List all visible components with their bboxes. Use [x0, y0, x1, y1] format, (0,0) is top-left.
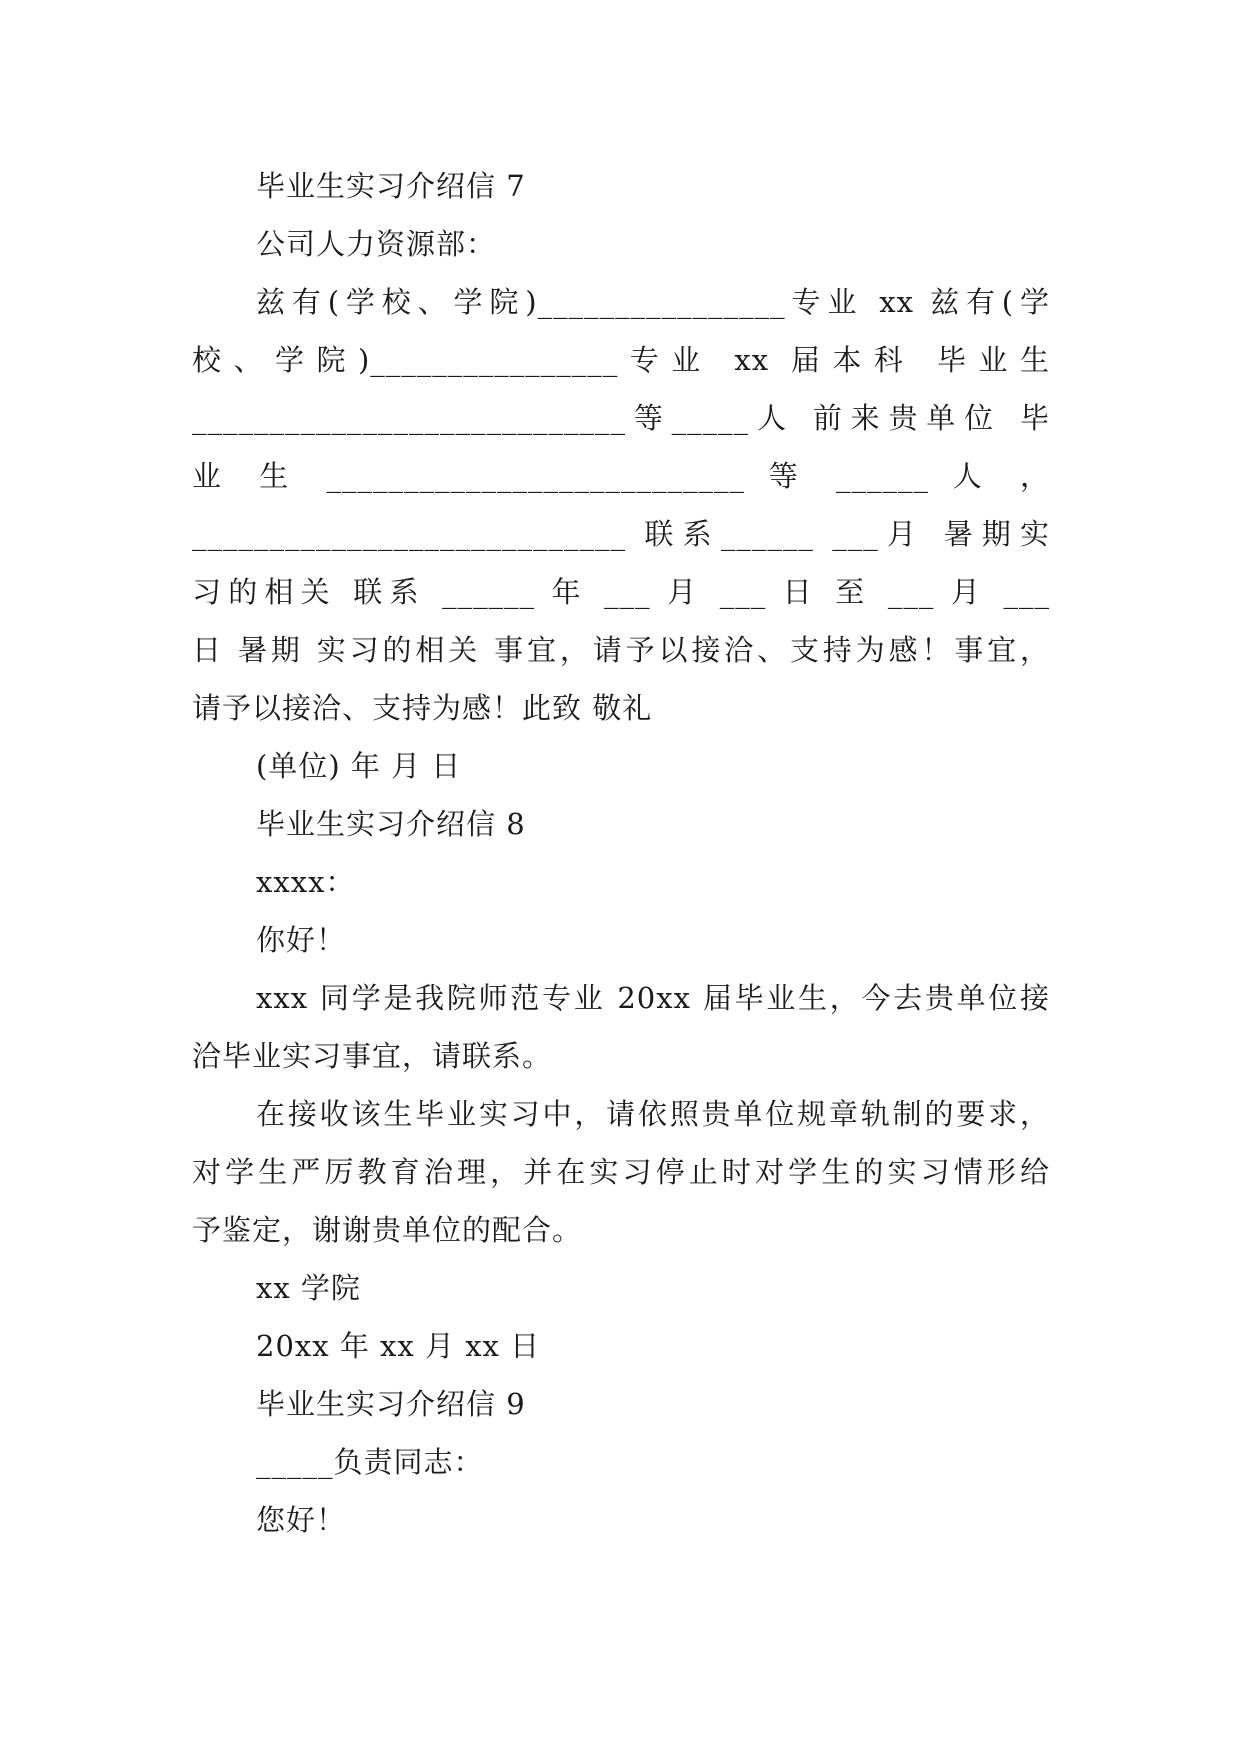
- letter-8-body-line-1: xxx 同学是我院师范专业 20xx 届毕业生，今去贵单位接: [256, 981, 1050, 1015]
- letter-7-body-line-2: 校、学院)________________专业 xx 届本科 毕业生: [192, 343, 1050, 377]
- letter-8-title: 毕业生实习介绍信 8: [256, 807, 526, 841]
- letter-8-greeting: 你好！: [256, 923, 347, 957]
- letter-8-body-line-4: 对学生严厉教育治理，并在实习停止时对学生的实习情形给: [192, 1155, 1050, 1189]
- letter-8-body-line-3: 在接收该生毕业实习中，请依照贵单位规章轨制的要求，: [256, 1097, 1050, 1131]
- letter-7-body-line-4: 业 生 ___________________________ 等 ______ 人 ，: [192, 459, 1050, 493]
- letter-7-body-line-5: ____________________________ 联系______ ___月 暑期实: [192, 517, 1050, 551]
- letter-8-sender: xx 学院: [256, 1271, 361, 1305]
- letter-9-title: 毕业生实习介绍信 9: [256, 1387, 526, 1421]
- letter-8-date: 20xx 年 xx 月 xx 日: [256, 1329, 541, 1363]
- letter-9-greeting: 您好！: [256, 1503, 347, 1537]
- letter-7-body-line-8: 请予以接洽、支持为感！此致 敬礼: [192, 691, 653, 725]
- letter-7-body-line-1: 兹有(学校、学院)________________专业 xx 兹有(学: [256, 285, 1050, 319]
- letter-7-title: 毕业生实习介绍信 7: [256, 169, 526, 203]
- letter-7-signature: (单位) 年 月 日: [256, 749, 462, 783]
- letter-7-body-line-3: ____________________________等_____人 前来贵单位 毕: [192, 401, 1050, 435]
- letter-7-body-line-6: 习的相关 联系 ______ 年 ___ 月 ___ 日 至 ___ 月 ___: [192, 575, 1050, 609]
- letter-9-recipient: _____负责同志：: [256, 1445, 484, 1479]
- letter-8-recipient: xxxx：: [256, 865, 356, 899]
- letter-8-body-line-5: 予鉴定，谢谢贵单位的配合。: [192, 1213, 583, 1247]
- letter-8-body-line-2: 洽毕业实习事宜，请联系。: [192, 1039, 553, 1073]
- letter-7-body-line-7: 日 暑期 实习的相关 事宜，请予以接洽、支持为感！事宜，: [192, 633, 1050, 667]
- letter-7-salutation: 公司人力资源部：: [256, 227, 497, 261]
